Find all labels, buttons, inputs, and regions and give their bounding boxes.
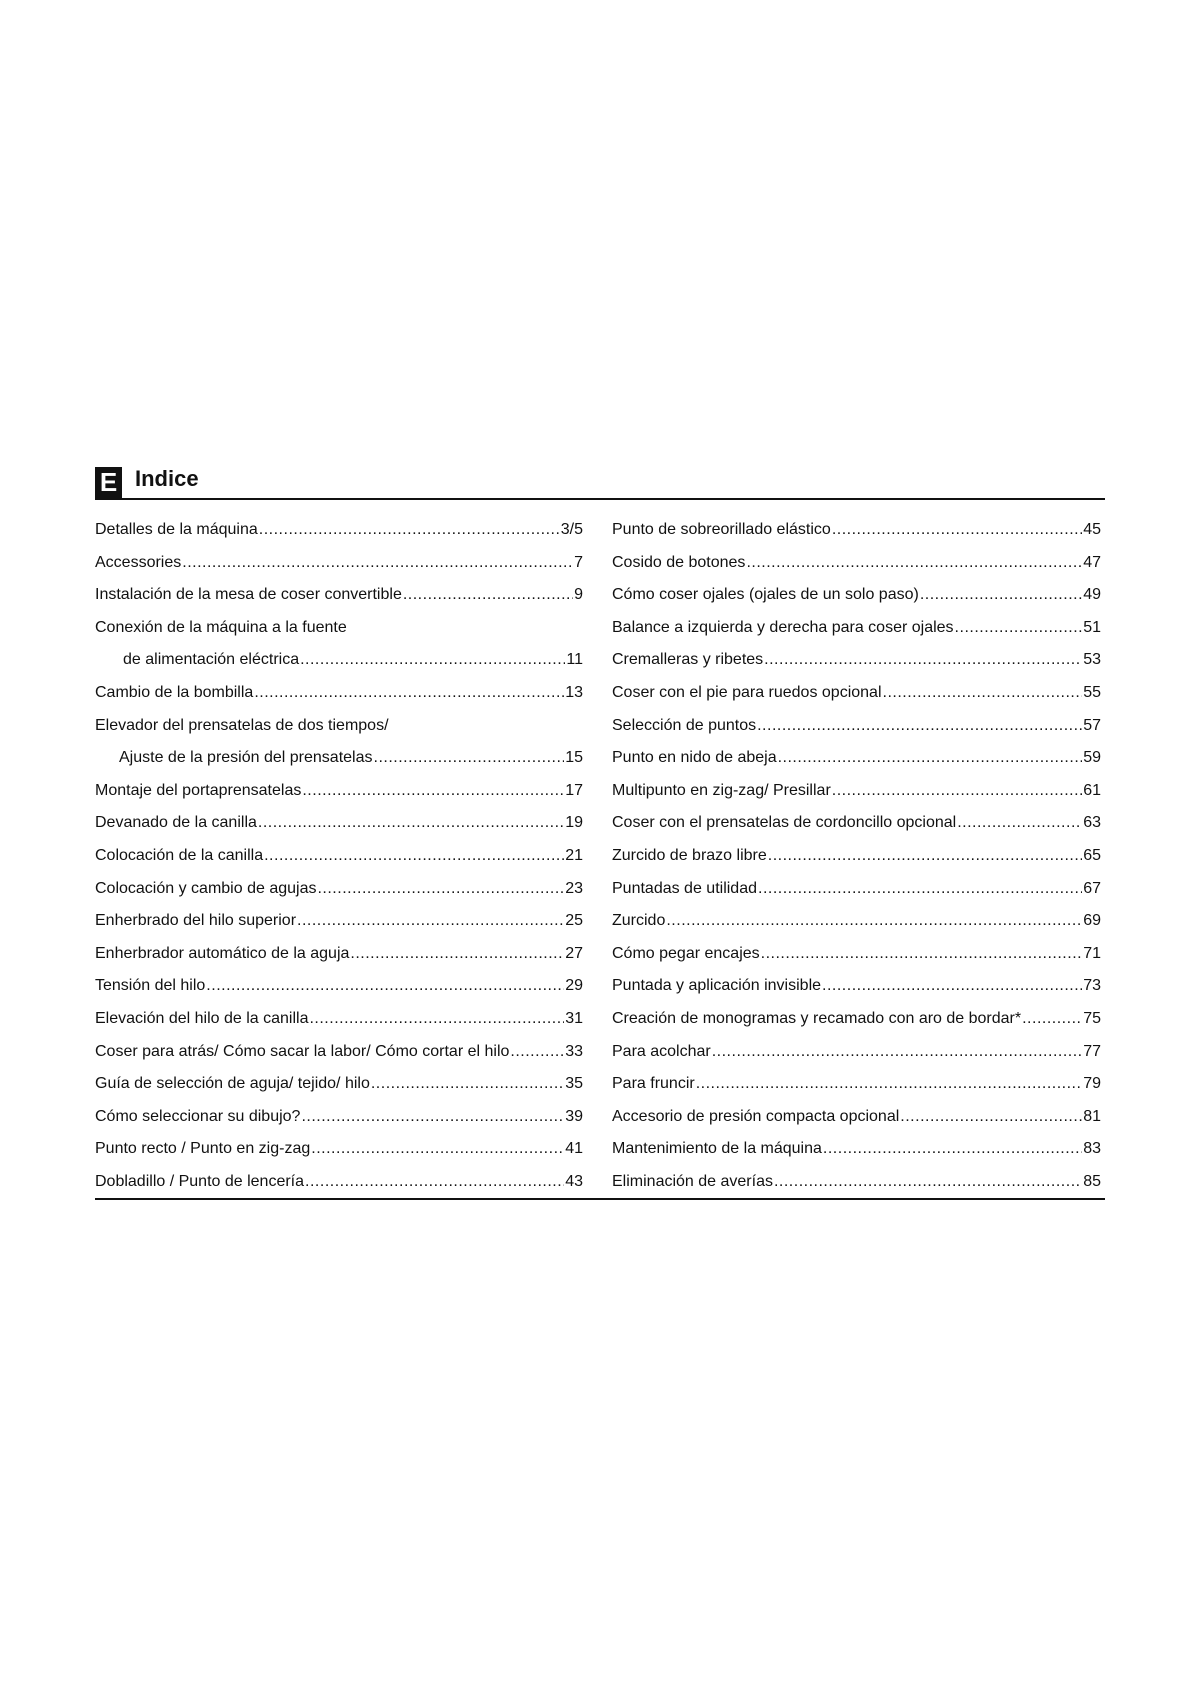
toc-entry (612, 612, 1101, 645)
toc-leader-dots (920, 579, 1082, 612)
toc-entry-title: Colocación de la canilla (95, 846, 264, 864)
toc-leader-dots (832, 775, 1082, 808)
toc-entry (612, 775, 1101, 808)
toc-leader-dots (761, 938, 1083, 971)
toc-leader-dots (264, 840, 564, 873)
toc-leader-dots (510, 1036, 564, 1069)
toc-entry-page: 69 (1083, 912, 1101, 930)
toc-entry-page: 79 (1083, 1075, 1101, 1093)
toc-leader-dots (350, 938, 564, 971)
toc-leader-dots (712, 1036, 1082, 1069)
toc-entry (95, 1036, 583, 1069)
toc-entry (612, 840, 1101, 873)
toc-entry (95, 1101, 583, 1134)
toc-leader-dots (317, 873, 564, 906)
toc-entry-title: Elevador del prensatelas de dos tiempos/ (95, 716, 389, 734)
index-header (95, 463, 1105, 500)
toc-entry-page: 63 (1083, 814, 1101, 832)
toc-leader-dots (309, 1003, 564, 1036)
toc-leader-dots (403, 579, 573, 612)
toc-entry (95, 677, 583, 710)
toc-entry-title: Cosido de botones (612, 553, 746, 571)
toc-entry-heading (95, 710, 583, 743)
toc-entry (95, 873, 583, 906)
toc-entry-page: 67 (1083, 879, 1101, 897)
toc-entry-page: 45 (1083, 521, 1101, 538)
toc-entry-page: 49 (1083, 586, 1101, 604)
toc-entry (612, 905, 1101, 938)
toc-leader-dots (696, 1068, 1083, 1101)
toc-entry-page: 77 (1083, 1042, 1101, 1060)
toc-entry (612, 514, 1101, 547)
toc-entry-title: Punto de sobreorillado elástico (612, 521, 831, 538)
toc-entry (95, 840, 583, 873)
toc-entry (612, 1003, 1101, 1036)
toc-leader-dots (259, 514, 560, 547)
toc-entry (612, 710, 1101, 743)
toc-leader-dots (746, 547, 1082, 580)
toc-leader-dots (955, 612, 1083, 645)
toc-leader-dots (302, 775, 564, 808)
toc-entry-title: Enherbrado del hilo superior (95, 912, 297, 930)
toc-leader-dots (883, 677, 1083, 710)
toc-right-column (612, 514, 1101, 1198)
toc-entry (95, 807, 583, 840)
toc-leader-dots (300, 644, 565, 677)
toc-entry-page: 65 (1083, 846, 1101, 864)
toc-entry-title: Mantenimiento de la máquina (612, 1140, 822, 1158)
toc-leader-dots (764, 644, 1082, 677)
toc-entry-page: 41 (565, 1140, 583, 1158)
toc-entry-page: 57 (1083, 716, 1101, 734)
toc-entry-page: 19 (565, 814, 583, 832)
toc-leader-dots (206, 970, 564, 1003)
toc-entry-page: 47 (1083, 553, 1101, 571)
toc-entry (95, 1166, 583, 1199)
toc-entry-page: 71 (1083, 944, 1101, 962)
toc-entry-title: Cómo seleccionar su dibujo? (95, 1107, 301, 1125)
toc-entry (95, 970, 583, 1003)
toc-entry-title: Punto en nido de abeja (612, 749, 777, 767)
toc-entry-title: Puntadas de utilidad (612, 879, 757, 897)
toc-entry-title: Montaje del portaprensatelas (95, 781, 302, 799)
toc-entry-title: Multipunto en zig-zag/ Presillar (612, 781, 831, 799)
toc-entry-title: Coser para atrás/ Cómo sacar la labor/ Cómo cortar el hilo (95, 1042, 510, 1060)
toc-entry-title: Creación de monogramas y recamado con aro de bordar* (612, 1009, 1022, 1027)
toc-leader-dots (758, 873, 1082, 906)
toc-entry-title: Zurcido de brazo libre (612, 846, 767, 864)
toc-leader-dots (182, 547, 573, 580)
toc-leader-dots (832, 514, 1082, 547)
page-title: Indice (135, 466, 199, 491)
toc-entry-page: 29 (565, 977, 583, 995)
toc-entry (95, 514, 583, 547)
toc-entry (95, 1003, 583, 1036)
toc-entry-page: 43 (565, 1172, 583, 1190)
toc-leader-dots (311, 1133, 564, 1166)
toc-leader-dots (254, 677, 564, 710)
toc-entry-page: 39 (565, 1107, 583, 1125)
toc-entry-page: 35 (565, 1075, 583, 1093)
toc-entry-title: Cremalleras y ribetes (612, 651, 764, 669)
toc-entry (612, 1101, 1101, 1134)
toc-leader-dots (757, 710, 1082, 743)
toc-entry (95, 1133, 583, 1166)
toc-entry-title: Coser con el prensatelas de cordoncillo opcional (612, 814, 957, 832)
toc-entry-title: Guía de selección de aguja/ tejido/ hilo (95, 1075, 370, 1093)
toc-entry (95, 775, 583, 808)
toc-entry-page: 55 (1083, 683, 1101, 701)
toc-entry (95, 644, 583, 677)
toc-entry (612, 1133, 1101, 1166)
toc-entry-title: Detalles de la máquina (95, 521, 258, 538)
toc-entry (612, 579, 1101, 612)
toc-entry (612, 677, 1101, 710)
toc-leader-dots (778, 742, 1083, 775)
toc-entry-page: 75 (1083, 1009, 1101, 1027)
toc-leader-dots (305, 1166, 564, 1199)
toc-entry-page: 73 (1083, 977, 1101, 995)
toc-leader-dots (823, 1133, 1082, 1166)
toc-leader-dots (297, 905, 564, 938)
toc-leader-dots (774, 1166, 1082, 1199)
toc-entry (612, 742, 1101, 775)
toc-entry-title: Tensión del hilo (95, 977, 206, 995)
toc-entry-page: 17 (565, 781, 583, 799)
toc-entry-title: Puntada y aplicación invisible (612, 977, 822, 995)
toc-entry (95, 905, 583, 938)
toc-entry-page: 23 (565, 879, 583, 897)
toc-entry-title: Enherbrador automático de la aguja (95, 944, 350, 962)
toc-entry (612, 873, 1101, 906)
toc-entry-title: Dobladillo / Punto de lencería (95, 1172, 305, 1190)
toc-entry-title: Para acolchar (612, 1042, 711, 1060)
toc-leader-dots (301, 1101, 564, 1134)
toc-leader-dots (900, 1101, 1082, 1134)
toc-entry-title: Cómo coser ojales (ojales de un solo paso) (612, 586, 919, 604)
bottom-divider (95, 1198, 1105, 1200)
toc-entry-title: Eliminación de averías (612, 1172, 773, 1190)
toc-entry-title: Balance a izquierda y derecha para coser ojales (612, 618, 954, 636)
toc-entry-title: Instalación de la mesa de coser convertible (95, 586, 402, 604)
toc-entry-page: 85 (1083, 1172, 1101, 1190)
toc-entry-title: Accesorio de presión compacta opcional (612, 1107, 900, 1125)
toc-entry (612, 644, 1101, 677)
toc-entry (612, 938, 1101, 971)
toc-entry (612, 547, 1101, 580)
toc-leader-dots (666, 905, 1082, 938)
language-badge: E (95, 467, 122, 498)
toc-entry-title: Zurcido (612, 912, 666, 930)
toc-entry-title: Para fruncir (612, 1075, 695, 1093)
toc-leader-dots (374, 742, 565, 775)
toc-leader-dots (258, 807, 564, 840)
toc-entry-page: 7 (574, 553, 583, 571)
toc-entry-title: Cómo pegar encajes (612, 944, 760, 962)
toc-leader-dots (822, 970, 1082, 1003)
toc-entry (612, 1166, 1101, 1199)
toc-entry-title: Devanado de la canilla (95, 814, 257, 832)
toc-entry (612, 970, 1101, 1003)
toc-entry-title: de alimentación eléctrica (123, 651, 300, 669)
toc-leader-dots (1022, 1003, 1082, 1036)
toc-entry (95, 547, 583, 580)
toc-entry-page: 9 (574, 586, 583, 604)
toc-left-column (95, 514, 583, 1198)
toc-entry-title: Selección de puntos (612, 716, 757, 734)
toc-entry-page: 13 (565, 683, 583, 701)
toc-entry (612, 1036, 1101, 1069)
toc-entry-title: Colocación y cambio de agujas (95, 879, 317, 897)
toc-entry-page: 21 (565, 846, 583, 864)
toc-entry-title: Ajuste de la presión del prensatelas (119, 749, 373, 767)
toc-entry-title: Coser con el pie para ruedos opcional (612, 683, 882, 701)
toc-entry-title: Cambio de la bombilla (95, 683, 254, 701)
toc-entry-page: 11 (566, 651, 583, 669)
toc-entry-title: Elevación del hilo de la canilla (95, 1009, 309, 1027)
toc-leader-dots (371, 1068, 564, 1101)
toc-entry-page: 81 (1083, 1107, 1101, 1125)
toc-entry-page: 59 (1083, 749, 1101, 767)
toc-entry (95, 1068, 583, 1101)
toc-entry (612, 807, 1101, 840)
toc-entry-page: 3/5 (560, 521, 583, 538)
toc-entry-page: 53 (1083, 651, 1101, 669)
toc-entry-page: 27 (565, 944, 583, 962)
toc-entry (95, 742, 583, 775)
toc-entry-page: 33 (565, 1042, 583, 1060)
toc-entry-title: Punto recto / Punto en zig-zag (95, 1140, 311, 1158)
toc-entry-heading (95, 612, 583, 645)
toc-entry-page: 31 (565, 1009, 583, 1027)
toc-entry-page: 15 (565, 749, 583, 767)
toc-entry-page: 25 (565, 912, 583, 930)
toc-entry-title: Accessories (95, 553, 182, 571)
toc-entry (95, 579, 583, 612)
toc-entry-page: 51 (1083, 618, 1101, 636)
toc-leader-dots (768, 840, 1082, 873)
toc-entry (612, 1068, 1101, 1101)
toc-entry-title: Conexión de la máquina a la fuente (95, 618, 347, 636)
toc-leader-dots (957, 807, 1082, 840)
toc-entry-page: 61 (1083, 781, 1101, 799)
toc-entry-page: 83 (1083, 1140, 1101, 1158)
toc-entry (95, 938, 583, 971)
